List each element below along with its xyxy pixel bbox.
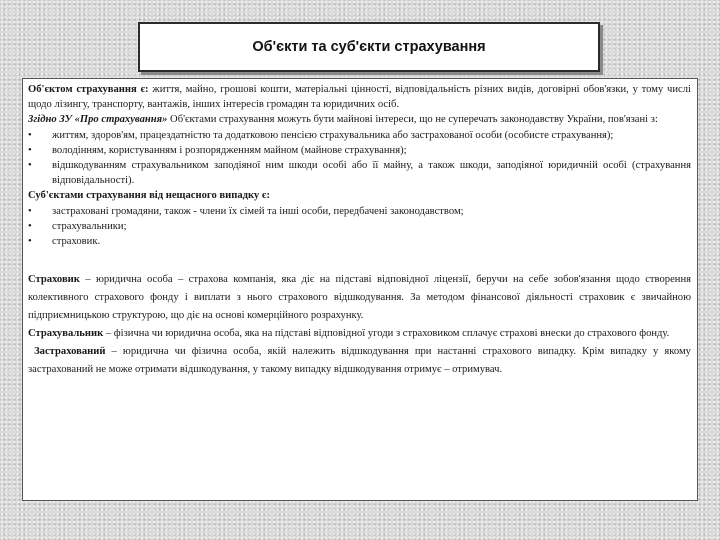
definition-insured [28, 343, 691, 379]
list-item: • відшкодуванням страхувальником заподіяної ним шкоди особі або її майну, а також шкоди, заподіяної юридичній особі (страхування відповідальності). [28, 158, 691, 188]
law-paragraph [28, 112, 691, 127]
law-reference: Згідно ЗУ «Про страхування» [28, 114, 168, 126]
definition-text: – юридична чи фізична особа, якій належить відшкодування при настанні страхового випадку. Крім випадку у якому застрахований не може отримати відшкодування, у такому випадку відшкодування отримує – отримувач. [28, 346, 691, 376]
intro-text: життя, майно, грошові кошти, матеріальні цінності, відповідальність різних видів, договірні обов'язки, у тому числі щодо лізингу, транспорту, вантажів, інших інтересів громадян та юридичних осіб. [28, 84, 691, 111]
list-item: • застраховані громадяни, також - члени їх сімей та інші особи, передбачені законодавством; [28, 204, 691, 219]
list-item: • володінням, користуванням і розпорядженням майном (майнове страхування); [28, 143, 691, 158]
intro-bold: Об'єктом страхування є: [28, 84, 149, 95]
definition-text: – юридична особа – страхова компанія, яка діє на підставі відповідної ліцензії, беручи на себе зобов'язання щодо створення колективного страхового фонду і виплати з нього страхового відшкодування. За методом фінансової діяльності страховик є звичайною підприємницькою структурою, що діє на основі комерційного розрахунку. [28, 274, 691, 322]
subjects-heading: Суб'єктами страхування від нещасного випадку є: [28, 190, 270, 202]
definition-term: Страхувальник [28, 328, 104, 340]
definition-text: – фізична чи юридична особа, яка на підставі відповідної угоди з страховиком сплачує страхові внески до страхового фонду. [103, 328, 670, 340]
page-title: Об'єкти та суб'єкти страхування [252, 39, 486, 55]
intro-paragraph [28, 82, 691, 112]
list-item: • життям, здоров'ям, працездатністю та додатковою пенсією страхувальника або застрахованої особи (особисте страхування); [28, 128, 691, 143]
title-box [138, 22, 600, 72]
list-item: • страховик. [28, 234, 691, 249]
definition-term: Застрахований [34, 346, 106, 358]
list-item: • страхувальники; [28, 219, 691, 234]
subjects-list [28, 204, 691, 250]
law-items-list [28, 128, 691, 189]
definitions-section [28, 271, 691, 379]
content-panel [22, 78, 698, 501]
definition-term: Страховик [28, 274, 80, 286]
definition-policyholder [28, 325, 691, 343]
law-text: Об'єктами страхування можуть бути майнові інтереси, що не суперечать законодавству України, пов'язані з: [167, 114, 658, 126]
definition-insurer [28, 271, 691, 325]
